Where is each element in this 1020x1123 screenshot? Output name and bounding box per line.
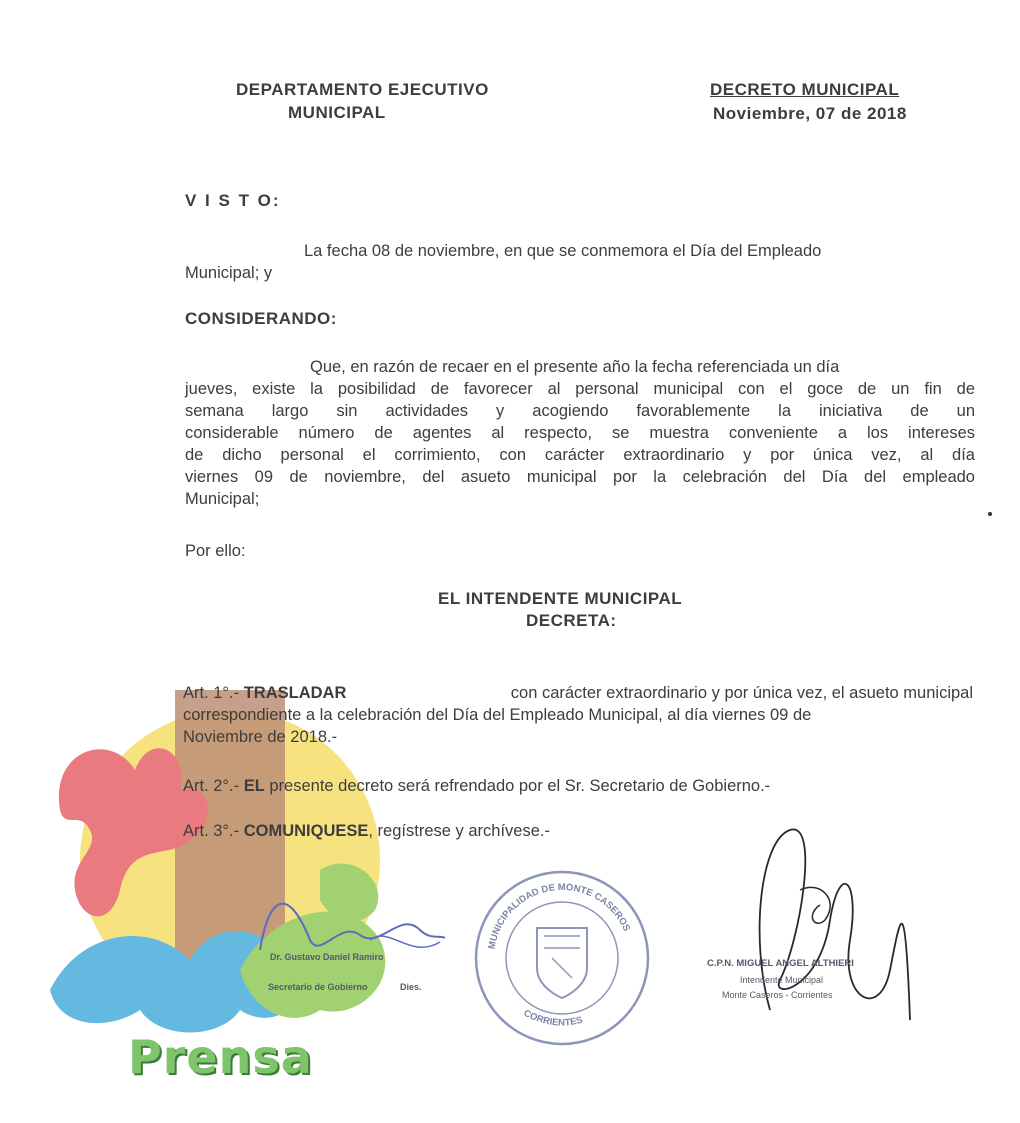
article-2-verb: EL xyxy=(243,777,265,795)
article-3-rest: , regístrese y archívese.- xyxy=(368,822,550,840)
considerando-line: Que, en razón de recaer en el presente año la fecha referenciada un día xyxy=(310,358,840,376)
decree-date: Noviembre, 07 de 2018 xyxy=(713,104,907,123)
article-1-line3: Noviembre de 2018.- xyxy=(183,728,338,746)
considerando-line: de dicho personal el corrimiento, con carácter extraordinario y por única vez, al día xyxy=(185,446,975,464)
municipal-stamp xyxy=(472,868,652,1048)
scan-speck xyxy=(988,512,992,516)
watermark-label: Prensa xyxy=(128,1030,313,1084)
article-3-label: Art. 3°.- xyxy=(183,822,240,840)
article-3-verb: COMUNIQUESE xyxy=(243,822,369,840)
coat-of-arms-icon xyxy=(537,928,587,998)
article-1-verb: TRASLADAR xyxy=(243,684,347,702)
resolutive-line2: DECRETA: xyxy=(526,611,617,630)
decree-title: DECRETO MUNICIPAL xyxy=(710,80,900,99)
considerando-body xyxy=(185,356,975,510)
right-signature-name: C.P.N. MIGUEL ANGEL ALTHIERI xyxy=(707,958,854,969)
article-1-line2: correspondiente a la celebración del Día del Empleado Municipal, al día viernes 09 de xyxy=(183,706,812,724)
article-2-label: Art. 2°.- xyxy=(183,777,240,795)
considerando-line: semana largo sin actividades y acogiendo favorablemente la iniciativa de un xyxy=(185,402,975,420)
article-1-label: Art. 1°.- xyxy=(183,684,240,702)
resolutive-line1: EL INTENDENTE MUNICIPAL xyxy=(438,589,683,608)
department-title-line2 xyxy=(288,103,386,123)
article-1-line1 xyxy=(183,682,973,704)
article-3 xyxy=(183,820,550,842)
article-2-rest: presente decreto será refrendado por el Sr. Secretario de Gobierno.- xyxy=(269,777,771,795)
visto-line1: La fecha 08 de noviembre, en que se conmemora el Día del Empleado xyxy=(304,242,822,260)
left-signature-suffix: Dies. xyxy=(400,982,422,992)
stamp-ring-text: MUNICIPALIDAD DE MONTE CASEROS xyxy=(486,881,633,951)
article-1-rest: con carácter extraordinario y por única vez, el asueto municipal xyxy=(510,684,973,702)
considerando-line: considerable número de agentes al respecto, se muestra conveniente a los intereses xyxy=(185,424,975,442)
left-signature-role: Secretario de Gobierno xyxy=(268,982,368,992)
department-title xyxy=(236,80,489,100)
right-signature-role: Intendente Municipal xyxy=(740,975,824,985)
considerando-heading: CONSIDERANDO: xyxy=(185,309,337,328)
por-ello: Por ello: xyxy=(185,542,246,560)
visto-line2: Municipal; y xyxy=(185,264,273,282)
stamp-bottom-text: CORRIENTES xyxy=(521,1007,584,1029)
visto-heading: V I S T O: xyxy=(185,191,281,210)
considerando-line: Municipal; xyxy=(185,490,260,508)
article-1 xyxy=(183,682,973,748)
article-2 xyxy=(183,775,770,797)
left-signature-name: Dr. Gustavo Daniel Ramiro xyxy=(270,952,384,962)
department-line1: DEPARTAMENTO EJECUTIVO xyxy=(236,80,489,99)
considerando-line: jueves, existe la posibilidad de favorecer al personal municipal con el goce de un fin de xyxy=(185,380,975,398)
right-signature-location: Monte Caseros - Corrientes xyxy=(722,990,833,1000)
department-line2: MUNICIPAL xyxy=(288,103,386,122)
considerando-line: viernes 09 de noviembre, del asueto municipal por la celebración del Día del empleado xyxy=(185,468,975,486)
